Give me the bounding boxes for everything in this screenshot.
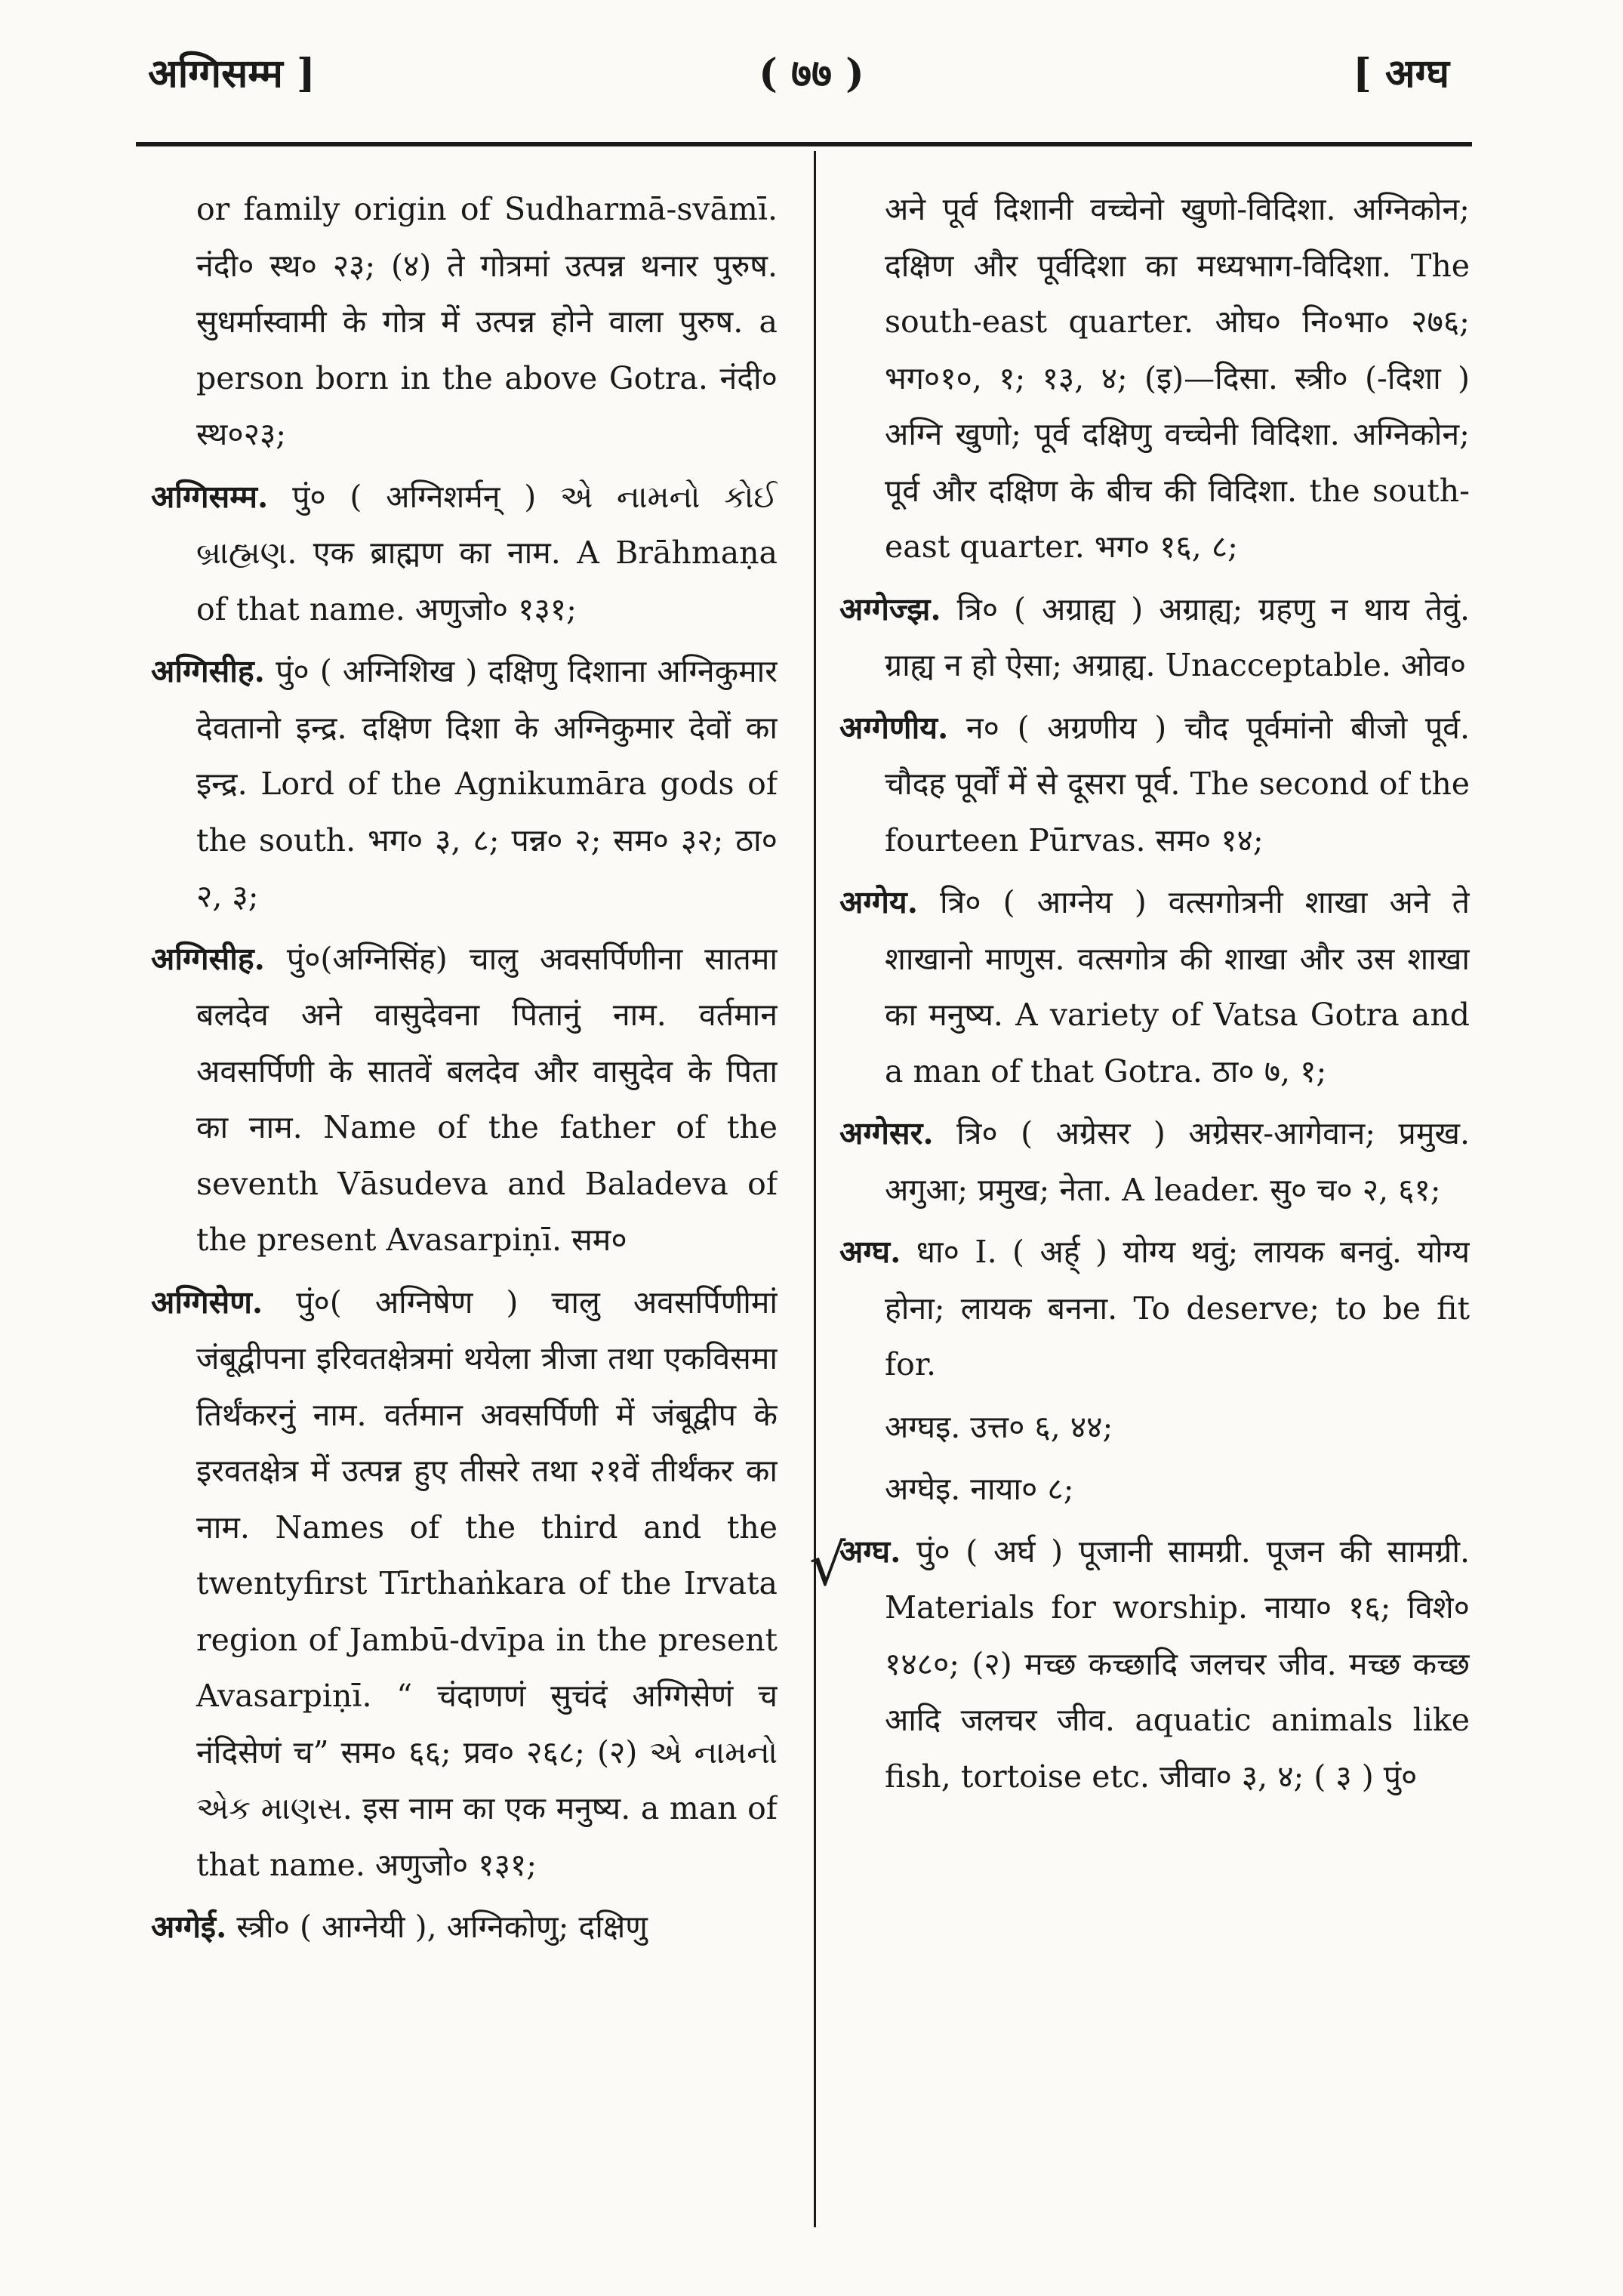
entry-text: धा० I. ( अर्ह् ) योग्य थवुं; लायक बनवुं. योग्य होना; लायक बनना. To deserve; to be fit for. <box>885 1234 1470 1382</box>
dictionary-entry <box>151 1899 778 1955</box>
dictionary-entry <box>839 581 1470 694</box>
header-rule <box>136 142 1472 146</box>
entry-text: अने पूर्व दिशानी वच्चेनो खुणो-विदिशा. अग्निकोन; दक्षिण और पूर्वदिशा का मध्यभाग-विदिशा. The south-east quarter. ओघ० नि०भा० २७६; भग०१०, १; १३, ४; (इ)—दिसा. स्त्री० (-दिशा ) अग्नि खुणो; पूर्व दक्षिणु वच्चेनी विदिशा. अग्निकोन; पूर्व और दक्षिण के बीच की विदिशा. the south-east quarter. भग० १६, ८; <box>885 191 1470 565</box>
dictionary-entry <box>839 700 1470 869</box>
entry-text: स्त्री० ( आग्नेयी ), अग्निकोणु; दक्षिणु <box>236 1909 648 1945</box>
entry-headword: अग्गिसीह. <box>151 653 265 689</box>
entry-text: अग्घेइ. नाया० ८; <box>885 1471 1074 1507</box>
entry-headword: अग्घ. <box>839 1533 901 1570</box>
dictionary-subentry <box>839 1399 1470 1456</box>
page-number: ( ७७ ) <box>759 51 864 97</box>
entry-text: अग्घइ. उत्त० ६, ४४; <box>885 1408 1113 1445</box>
entry-headword: अग्गेई. <box>151 1909 227 1945</box>
entry-headword: अग्गिसेण. <box>151 1284 263 1321</box>
entry-text: पुं०(अग्निसिंह) चालु अवसर्पिणीना सातमा बलदेव अने वासुदेवना पितानुं नाम. वर्तमान अवसर्पिणी के सातवें बलदेव और वासुदेव के पिता का नाम. Name of the father of the seventh Vāsudeva and Baladeva of the present Avasarpiṇī. सम० <box>196 940 778 1258</box>
dictionary-entry <box>151 931 778 1268</box>
entry-headword: अग्गेसर. <box>839 1115 934 1151</box>
entry-text: न० ( अग्रणीय ) चौद पूर्वमांनो बीजो पूर्व. चौदह पूर्वों में से दूसरा पूर्व. The second of the fourteen Pūrvas. सम० १४; <box>885 709 1470 858</box>
column-divider <box>814 151 816 2227</box>
entry-text: पुं० ( अग्निशर्मन् ) એ નામનો કોઈ બ્રાહ્મણ. एक ब्राह्मण का नाम. A Brāhmaṇa of that name. अणुजो० १३१; <box>196 478 778 627</box>
entry-text: or family origin of Sudharmā-svāmī. नंदी० स्थ० २३; (४) ते गोत्रमां उत्पन्न थनार पुरुष. सुधर्मास्वामी के गोत्र में उत्पन्न होने वाला पुरुष. a person born in the above Gotra. नंदी० स्थ०२३; <box>196 191 778 452</box>
dictionary-entry <box>839 1105 1470 1218</box>
dictionary-entry <box>151 643 778 925</box>
dictionary-entry <box>839 181 1470 575</box>
left-column <box>151 181 778 2257</box>
entry-headword: अग्गिसम्म. <box>151 478 269 515</box>
dictionary-entry <box>839 1224 1470 1393</box>
dictionary-entry <box>839 874 1470 1099</box>
entry-headword: अग्गेय. <box>839 884 918 920</box>
entry-text: त्रि० ( अग्रेसर ) अग्रेसर-आगेवान; प्रमुख. अगुआ; प्रमुख; नेता. A leader. सु० च० २, ६१; <box>885 1115 1470 1208</box>
entry-headword: अग्गेणीय. <box>839 709 949 746</box>
running-head-left: अग्गिसम्म ] <box>148 51 316 97</box>
entry-text: पुं० ( अग्निशिख ) दक्षिणु दिशाना अग्निकुमार देवतानो इन्द्र. दक्षिण दिशा के अग्निकुमार देवों का इन्द्र. Lord of the Agnikumāra gods of the south. भग० ३, ८; पन्न० २; सम० ३२; ठा० २, ३; <box>196 653 778 914</box>
entry-text: त्रि० ( आग्नेय ) वत्सगोत्रनी शाखा अने ते शाखानो माणुस. वत्सगोत्र की शाखा और उस शाखा का मनुष्य. A variety of Vatsa Gotra and a man of that Gotra. ठा० ७, १; <box>885 884 1470 1089</box>
entry-text: पुं०( अग्निषेण ) चालु अवसर्पिणीमां जंबूद्वीपना इरिवतक्षेत्रमां थयेला त्रीजा तथा एकविसमा तिर्थंकरनुं नाम. वर्तमान अवसर्पिणी में जंबूद्वीप के इरवतक्षेत्र में उत्पन्न हुए तीसरे तथा २१वें तीर्थंकर का नाम. Names of the third and the twentyfirst Tīrthaṅkara of the Irvata region of Jambū-dvīpa in the present Avasarpiṇī. “ चंदाणणं सुचंदं अग्गिसेणं च नंदिसेणं च” सम० ६६; प्रव० २६८; (२) એ નામનો એક માણસ. इस नाम का एक मनुष्य. a man of that name. अणुजो० १३१; <box>196 1284 778 1883</box>
entry-headword: अग्घ. <box>839 1234 901 1270</box>
running-head-right: [ अग्घ <box>1353 51 1449 97</box>
entry-text: पुं० ( अर्घ ) पूजानी सामग्री. पूजन की सामग्री. Materials for worship. नाया० १६; विशे० १४८०; (२) मच्छ कच्छादि जलचर जीव. मच्छ कच्छ आदि जलचर जीव. aquatic animals like fish, tortoise etc. जीवा० ३, ४; ( ३ ) पुं० <box>885 1533 1470 1795</box>
dictionary-subentry <box>839 1461 1470 1518</box>
dictionary-entry <box>151 469 778 638</box>
dictionary-entry <box>151 1274 778 1894</box>
entry-headword: अग्गिसीह. <box>151 940 265 977</box>
entry-headword: अग्गेज्झ. <box>839 590 941 627</box>
margin-check-mark: √ <box>809 1531 846 1598</box>
dictionary-entry <box>151 181 778 463</box>
dictionary-entry <box>839 1524 1470 1805</box>
right-column <box>839 181 1470 2257</box>
entry-text: त्रि० ( अग्राह्य ) अग्राह्य; ग्रहणु न थाय तेवुं. ग्राह्य न हो ऐसा; अग्राह्य. Unacceptable. ओव० <box>885 590 1470 683</box>
